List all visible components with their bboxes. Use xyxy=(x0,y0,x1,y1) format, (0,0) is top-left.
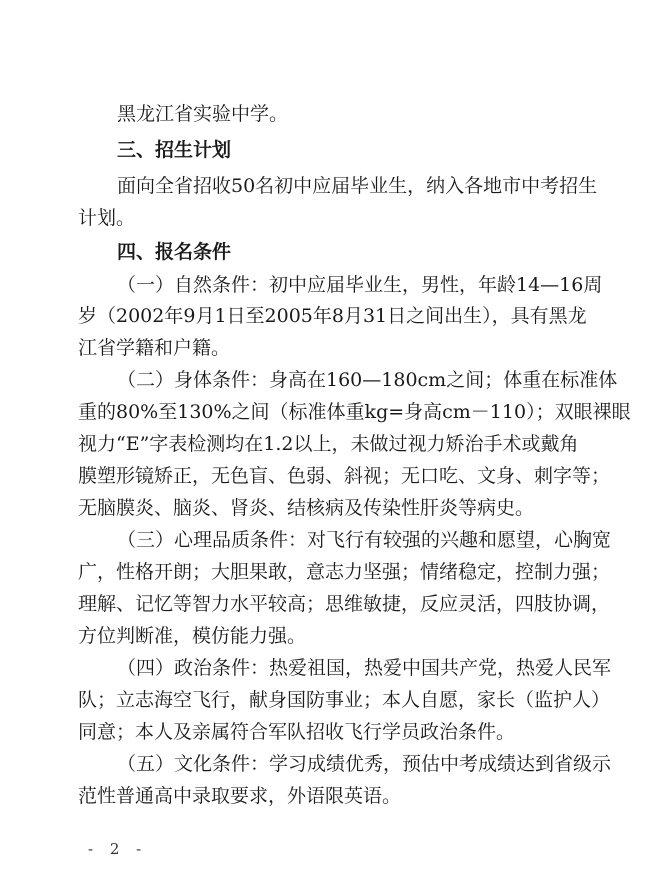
body-line: （二）身体条件：身高在160—180cm之间；体重在标准体 xyxy=(117,369,618,391)
body-line: 膜塑形镜矫正，无色盲、色弱、斜视；无口吃、文身、刺字等； xyxy=(78,465,611,487)
body-line: （四）政治条件：热爱祖国，热爱中国共产党，热爱人民军 xyxy=(117,657,612,679)
body-line: 重的80%至130%之间（标准体重kg=身高cm－110）；双眼裸眼 xyxy=(78,401,631,423)
body-line: （五）文化条件：学习成绩优秀，预估中考成绩达到省级示 xyxy=(117,753,612,775)
body-line: 理解、记忆等智力水平较高；思维敏捷，反应灵活，四肢协调， xyxy=(78,593,611,615)
body-line: 队；立志海空飞行，献身国防事业；本人自愿，家长（监护人） xyxy=(78,689,611,711)
body-line: 无脑膜炎、脑炎、肾炎、结核病及传染性肝炎等病史。 xyxy=(78,497,535,519)
body-line: 同意；本人及亲属符合军队招收飞行学员政治条件。 xyxy=(78,721,516,743)
body-line: 方位判断准，模仿能力强。 xyxy=(78,625,307,647)
page-number: - 2 - xyxy=(88,840,148,858)
body-line: 面向全省招收50名初中应届毕业生，纳入各地市中考招生 xyxy=(117,175,598,197)
section-heading-requirements: 四、报名条件 xyxy=(117,241,232,263)
body-line: 范性普通高中录取要求，外语限英语。 xyxy=(78,785,402,807)
body-line: （三）心理品质条件：对飞行有较强的兴趣和愿望，心胸宽 xyxy=(117,529,612,551)
body-line: （一）自然条件：初中应届毕业生，男性，年龄14—16周 xyxy=(117,274,603,296)
section-heading-enrollment-plan: 三、招生计划 xyxy=(117,139,232,161)
body-line: 视力“E”字表检测均在1.2以上，未做过视力矫治手术或戴角 xyxy=(78,433,579,455)
body-line: 计划。 xyxy=(78,207,136,229)
body-line: 岁（2002年9月1日至2005年8月31日之间出生），具有黑龙 xyxy=(78,305,587,327)
body-line: 黑龙江省实验中学。 xyxy=(117,103,289,125)
body-line: 广，性格开朗；大胆果敢，意志力坚强；情绪稳定，控制力强； xyxy=(78,561,611,583)
body-line: 江省学籍和户籍。 xyxy=(78,337,231,359)
